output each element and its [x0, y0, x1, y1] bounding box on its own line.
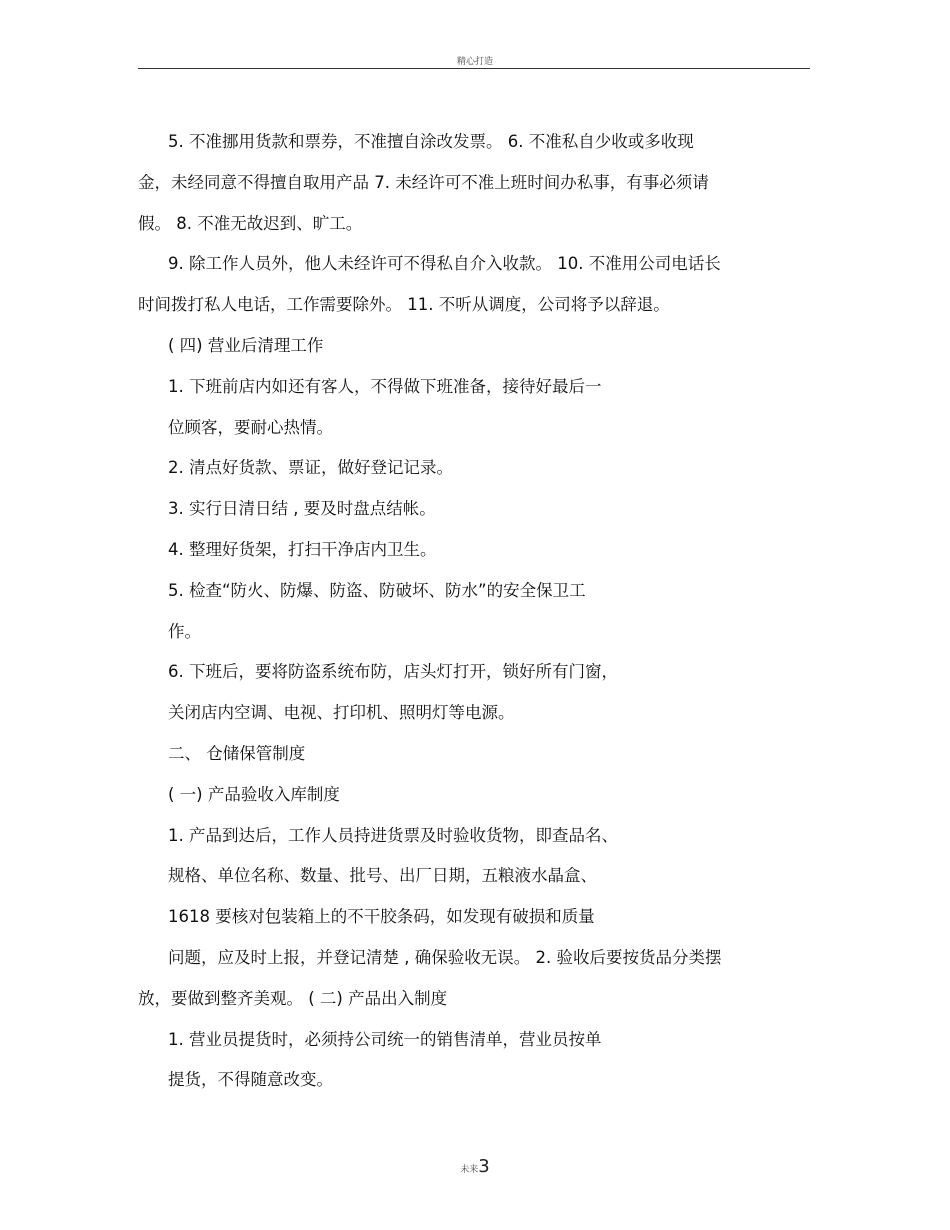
text-line: 问题，应及时上报，并登记清楚 , 确保验收无误。 2. 验收后要按货品分类摆: [168, 947, 722, 967]
text-line: 金，未经同意不得擅自取用产品 7. 未经许可不准上班时间办私事，有事必须请: [138, 172, 709, 192]
text-line: ( 四) 营业后清理工作: [168, 335, 324, 355]
document-body: [138, 128, 798, 1107]
header-divider: [138, 68, 810, 69]
text-line: 1. 营业员提货时，必须持公司统一的销售清单，营业员按单: [168, 1029, 602, 1049]
text-line: 位顾客，要耐心热情。: [168, 417, 333, 437]
page-header: 精心打造: [456, 57, 493, 67]
page-number: 3: [478, 1156, 490, 1177]
text-line: 时间拨打私人电话，工作需要除外。 11. 不听从调度，公司将予以辞退。: [138, 295, 670, 315]
text-line: 9. 除工作人员外，他人未经许可不得私自介入收款。 10. 不准用公司电话长: [168, 254, 721, 274]
text-line: 4. 整理好货架，打扫干净店内卫生。: [168, 539, 437, 559]
text-line: 1. 下班前店内如还有客人，不得做下班准备，接待好最后一: [168, 376, 602, 396]
text-line: 放，要做到整齐美观。 ( 二) 产品出入制度: [138, 988, 448, 1008]
text-line: 1618 要核对包装箱上的不干胶条码，如发现有破损和质量: [168, 907, 595, 927]
text-line: 6. 下班后，要将防盗系统布防，店头灯打开，锁好所有门窗，: [168, 662, 618, 682]
footer-label: 未来: [460, 1165, 479, 1175]
text-line: 2. 清点好货款、票证，做好登记记录。: [168, 458, 453, 478]
text-line: 3. 实行日清日结 , 要及时盘点结帐。: [168, 499, 436, 519]
text-line: 二、 仓储保管制度: [168, 743, 306, 763]
page-footer: [0, 1156, 950, 1177]
text-line: 假。 8. 不准无故迟到、旷工。: [138, 213, 363, 233]
text-line: 规格、单位名称、数量、批号、出厂日期，五粮液水晶盒、: [168, 866, 597, 886]
text-line: ( 一) 产品验收入库制度: [168, 784, 340, 804]
text-line: 1. 产品到达后，工作人员持进货票及时验收货物，即查品名、: [168, 825, 618, 845]
text-line: 作。: [168, 621, 201, 641]
text-line: 关闭店内空调、电视、打印机、照明灯等电源。: [168, 703, 515, 723]
text-line: 5. 不准挪用货款和票券，不准擅自涂改发票。 6. 不准私自少收或多收现: [168, 132, 694, 151]
text-line: 提货，不得随意改变。: [168, 1070, 333, 1090]
text-line: 5. 检查“防火、防爆、防盗、防破坏、防水”的安全保卫工: [168, 580, 586, 600]
